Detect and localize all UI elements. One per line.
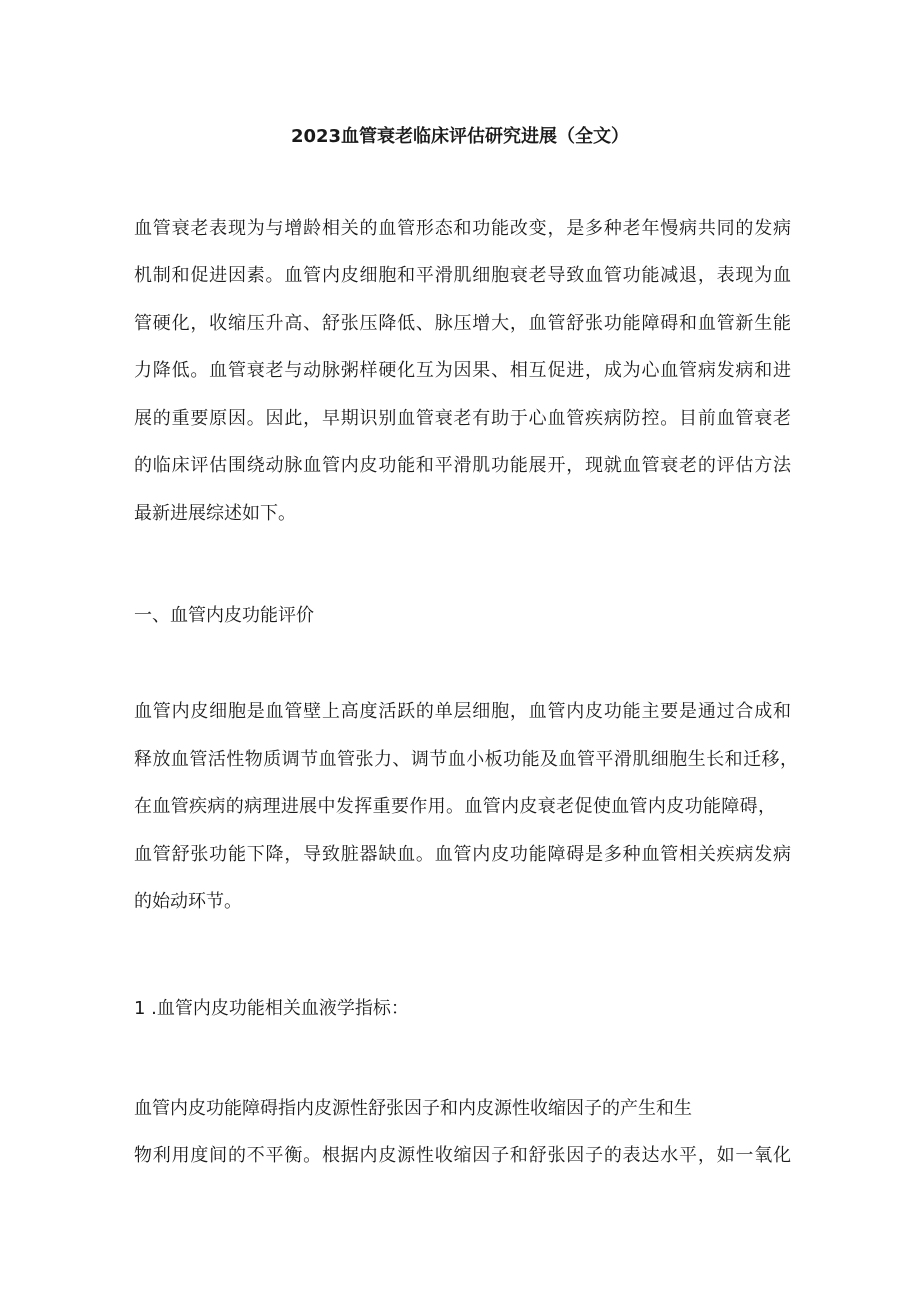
section-heading: 一、血管内皮功能评价 <box>134 605 314 626</box>
document-title: 2023血管衰老临床评估研究进展（全文） <box>290 126 630 147</box>
paragraph-line: 血管舒张功能下降，导致脏器缺血。血管内皮功能障碍是多种血管相关疾病发病 <box>134 844 791 865</box>
paragraph-line: 的临床评估围绕动脉血管内皮功能和平滑肌功能展开，现就血管衰老的评估方法 <box>134 455 791 476</box>
subsection-heading: 1 .血管内皮功能相关血液学指标： <box>134 998 409 1019</box>
paragraph-line: 血管衰老表现为与增龄相关的血管形态和功能改变，是多种老年慢病共同的发病 <box>134 218 791 239</box>
paragraph-line: 在血管疾病的病理进展中发挥重要作用。血管内皮衰老促使血管内皮功能障碍， <box>134 796 776 817</box>
paragraph-line: 的始动环节。 <box>134 891 242 912</box>
paragraph-line: 管硬化，收缩压升高、舒张压降低、脉压增大，血管舒张功能障碍和血管新生能 <box>134 313 791 334</box>
paragraph-line: 最新进展综述如下。 <box>134 503 296 524</box>
paragraph-line: 释放血管活性物质调节血管张力、调节血小板功能及血管平滑肌细胞生长和迁移， <box>134 749 798 770</box>
paragraph-line: 机制和促进因素。血管内皮细胞和平滑肌细胞衰老导致血管功能减退，表现为血 <box>134 265 791 286</box>
paragraph-line: 物利用度间的不平衡。根据内皮源性收缩因子和舒张因子的表达水平，如一氧化 <box>134 1145 791 1166</box>
paragraph-line: 血管内皮细胞是血管壁上高度活跃的单层细胞，血管内皮功能主要是通过合成和 <box>134 701 791 722</box>
paragraph-line: 展的重要原因。因此，早期识别血管衰老有助于心血管疾病防控。目前血管衰老 <box>134 408 791 429</box>
paragraph-line: 血管内皮功能障碍指内皮源性舒张因子和内皮源性收缩因子的产生和生 <box>134 1098 692 1119</box>
paragraph-line: 力降低。血管衰老与动脉粥样硬化互为因果、相互促进，成为心血管病发病和进 <box>134 360 791 381</box>
